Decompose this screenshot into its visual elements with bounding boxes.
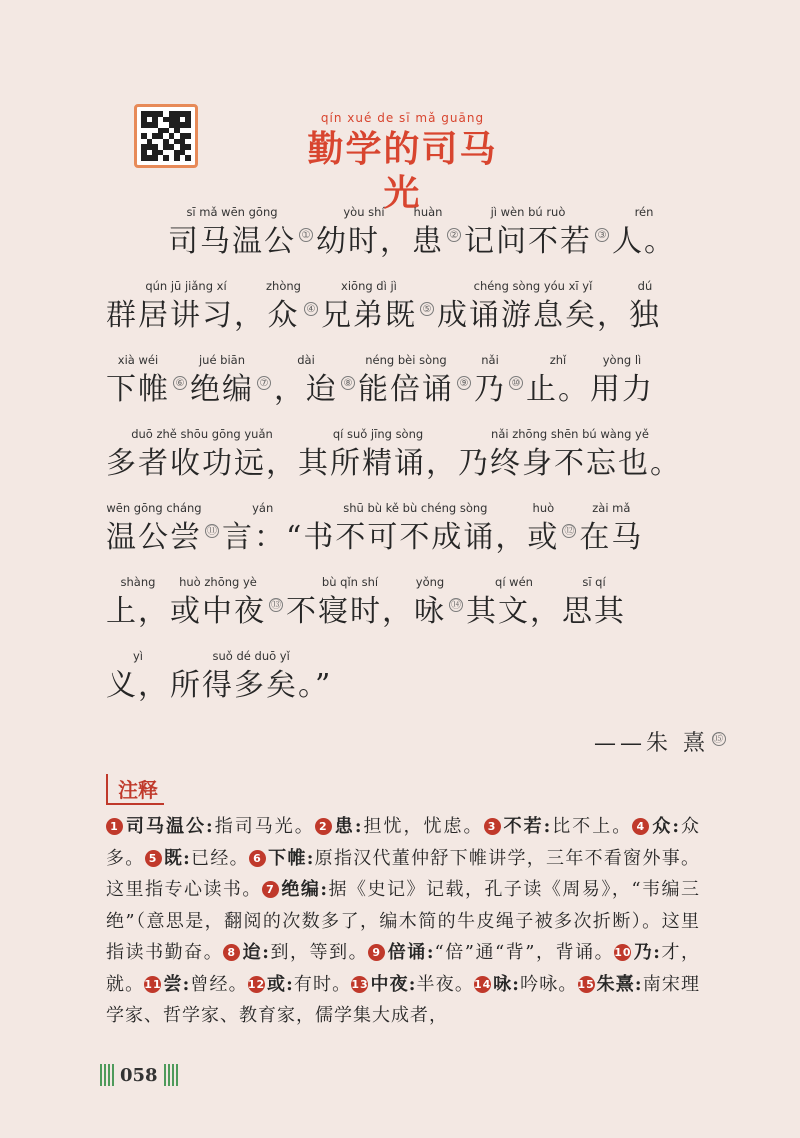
pinyin: jì wèn bú ruò xyxy=(490,205,566,219)
pinyin: dú xyxy=(637,279,653,293)
footer-stripes-left xyxy=(100,1064,114,1086)
note-definition: 比不上。 xyxy=(551,816,633,837)
note-term: 乃: xyxy=(633,942,661,963)
note-number-badge: 10 xyxy=(614,946,632,959)
note-definition: 指司马光。 xyxy=(213,816,315,837)
note-marker: ⑭ xyxy=(451,600,461,611)
note-definition: “倍”通“背”，背诵。 xyxy=(434,942,615,963)
text-segment xyxy=(464,204,592,264)
text-segment xyxy=(106,648,170,708)
note-definition: 有时。 xyxy=(293,973,352,995)
pinyin: nǎi zhōng shēn bú wàng yě xyxy=(491,427,649,441)
note-number-badge: 7 xyxy=(262,881,279,898)
note-term: 迨: xyxy=(242,942,270,963)
hanzi: 兄弟既 xyxy=(320,298,417,333)
note-definition: 原指汉代董仲舒下帷讲学，三年不看窗外事。这里指专心读书。 xyxy=(106,847,701,900)
hanzi: 记问不若 xyxy=(464,224,592,259)
pinyin: yǒng xyxy=(415,575,445,589)
note-term: 或: xyxy=(266,973,294,995)
note-term: 既: xyxy=(163,847,191,869)
text-segment xyxy=(298,426,458,486)
text-segment xyxy=(106,574,170,634)
hanzi: 其文， xyxy=(466,594,562,629)
hanzi: 上， xyxy=(106,594,170,629)
text-line xyxy=(106,412,706,486)
hanzi: 众 xyxy=(267,298,300,333)
qr-code-icon[interactable] xyxy=(134,104,198,168)
text-line xyxy=(106,486,706,560)
text-segment xyxy=(590,352,654,412)
note-term: 下帷: xyxy=(267,847,315,869)
note-number-badge: 4 xyxy=(632,818,649,835)
pinyin: suǒ dé duō yǐ xyxy=(212,649,290,663)
hanzi: 乃终身不忘也。 xyxy=(458,446,682,481)
text-segment xyxy=(303,500,527,560)
pinyin: qí suǒ jīng sòng xyxy=(332,427,424,441)
text-segment xyxy=(612,204,676,264)
page-title: 勤学的司马光 xyxy=(307,128,498,214)
text-line xyxy=(106,634,706,708)
text-segment xyxy=(527,500,559,560)
hanzi: 咏 xyxy=(414,594,446,629)
author-line xyxy=(594,726,729,757)
hanzi: 止。 xyxy=(526,372,590,407)
pinyin: chéng sòng yóu xī yǐ xyxy=(473,279,593,293)
hanzi: 群居讲习， xyxy=(106,298,266,333)
hanzi: 人。 xyxy=(612,224,676,259)
note-term: 不若: xyxy=(502,816,552,837)
note-term: 司马温公: xyxy=(125,816,214,837)
note-definition: 吟咏。 xyxy=(519,973,578,995)
pinyin: nǎi xyxy=(481,353,499,367)
pinyin: sī mǎ wēn gōng xyxy=(186,205,278,219)
note-number-badge: 8 xyxy=(223,944,240,961)
note-marker: ⑫ xyxy=(564,526,575,537)
pinyin: yán xyxy=(252,501,274,515)
text-segment xyxy=(629,278,661,338)
text-segment xyxy=(358,352,454,412)
text-segment xyxy=(170,574,266,634)
pinyin: dài xyxy=(297,353,315,367)
note-marker: ⑥ xyxy=(173,376,187,390)
note-marker: ⑪ xyxy=(207,526,217,537)
text-segment xyxy=(266,278,301,338)
pinyin: xià wéi xyxy=(117,353,159,367)
text-segment xyxy=(474,352,506,412)
note-term: 朱熹: xyxy=(596,973,643,995)
hanzi: 能倍诵 xyxy=(358,372,454,407)
hanzi: 用力 xyxy=(590,372,654,407)
text-segment xyxy=(286,574,414,634)
pinyin: rén xyxy=(634,205,654,219)
pinyin: duō zhě shōu gōng yuǎn xyxy=(131,427,273,441)
page-footer xyxy=(100,1064,178,1086)
hanzi: 不寝时， xyxy=(286,594,414,629)
text-line xyxy=(106,338,706,412)
pinyin: zhǐ xyxy=(549,353,567,367)
note-number-badge: 15 xyxy=(577,977,595,991)
footer-stripes-right xyxy=(164,1064,178,1086)
hanzi: 书不可不成诵， xyxy=(303,520,528,555)
text-segment xyxy=(321,278,417,338)
hanzi: 义， xyxy=(106,668,170,703)
note-marker: ⑬ xyxy=(271,600,281,611)
note-marker: ⑩ xyxy=(509,376,523,390)
hanzi: 或中夜 xyxy=(170,594,266,629)
note-number-badge: 14 xyxy=(473,977,492,991)
notes-body xyxy=(106,811,700,1032)
text-segment xyxy=(466,574,562,634)
pinyin: zài mǎ xyxy=(592,501,631,515)
hanzi: 独 xyxy=(628,298,661,333)
pinyin: yòng lì xyxy=(602,353,642,367)
hanzi: 或 xyxy=(527,520,560,555)
note-term: 众: xyxy=(651,816,680,837)
pinyin: qí wén xyxy=(495,575,533,589)
note-marker: ⑤ xyxy=(420,302,434,316)
note-marker: ① xyxy=(299,228,313,242)
author-name: ——朱 熹 xyxy=(594,731,709,756)
hanzi: 幼时， xyxy=(316,224,412,259)
text-segment xyxy=(316,204,412,264)
note-definition: 众多。 xyxy=(106,816,700,869)
note-term: 中夜: xyxy=(370,973,417,995)
note-number-badge: 12 xyxy=(247,977,266,991)
note-term: 咏: xyxy=(492,973,520,995)
note-number-badge: 3 xyxy=(484,818,501,835)
note-definition: 才，就。 xyxy=(106,942,701,995)
note-term: 尝: xyxy=(163,973,191,995)
hanzi: 温公尝 xyxy=(106,520,202,555)
note-number-badge: 5 xyxy=(145,850,162,867)
note-definition: 担忧，忧虑。 xyxy=(362,816,484,837)
hanzi: 多者收功远， xyxy=(106,446,298,481)
hanzi: 成诵游息矣， xyxy=(436,298,629,333)
note-term: 患: xyxy=(333,816,363,837)
note-marker: ② xyxy=(447,228,461,242)
hanzi: 患 xyxy=(412,224,444,259)
note-number-badge: 9 xyxy=(368,944,385,961)
note-number-badge: 1 xyxy=(106,818,123,835)
pinyin: zhòng xyxy=(266,279,301,293)
note-definition: 到，等到。 xyxy=(269,942,369,963)
text-segment xyxy=(106,278,266,338)
text-segment xyxy=(526,352,590,412)
pinyin: shàng xyxy=(120,575,156,589)
hanzi: 言：“ xyxy=(222,520,304,555)
note-number-badge: 6 xyxy=(249,850,266,867)
pinyin: jué biān xyxy=(198,353,246,367)
pinyin: sī qí xyxy=(582,575,606,589)
pinyin: huàn xyxy=(413,205,443,219)
pinyin: xiōng dì jì xyxy=(341,279,397,293)
notes-heading: 注释 xyxy=(106,774,164,805)
pinyin: shū bù kě bù chéng sòng xyxy=(343,501,488,515)
note-term: 绝编: xyxy=(280,879,329,900)
text-segment xyxy=(579,500,643,560)
text-segment xyxy=(458,426,682,486)
text-segment xyxy=(437,278,629,338)
text-segment xyxy=(562,574,626,634)
text-line xyxy=(106,190,706,264)
note-definition: 已经。 xyxy=(190,847,249,869)
text-segment xyxy=(274,352,338,412)
note-definition: 据《史记》记载，孔子读《周易》，“韦编三绝”（意思是，翻阅的次数多了，编木简的牛皮绳子被多次折断）。这里指读书勤奋。 xyxy=(106,879,701,963)
hanzi: 思其 xyxy=(562,594,626,629)
note-definition: 曾经。 xyxy=(190,973,248,995)
text-segment xyxy=(412,204,444,264)
text-line xyxy=(106,560,706,634)
text-segment xyxy=(190,352,254,412)
note-number-badge: 13 xyxy=(351,977,369,991)
pinyin: huò xyxy=(532,501,555,515)
title-pinyin: qín xué de sī mǎ guāng xyxy=(320,111,485,125)
pinyin: huò zhōng yè xyxy=(179,575,257,589)
hanzi: 司马温公 xyxy=(168,224,296,259)
hanzi: 所得多矣。” xyxy=(170,668,333,703)
note-marker: ⑦ xyxy=(257,376,271,390)
text-segment xyxy=(414,574,446,634)
note-number-badge: 2 xyxy=(315,818,332,835)
text-segment xyxy=(168,204,296,264)
note-marker: ④ xyxy=(304,302,318,316)
hanzi: 其所精诵， xyxy=(298,446,458,481)
text-segment xyxy=(170,648,332,708)
author-note-marker: ⑮ xyxy=(713,733,727,745)
pinyin: wēn gōng cháng xyxy=(106,501,202,515)
pinyin: néng bèi sòng xyxy=(365,353,447,367)
note-term: 倍诵: xyxy=(387,942,435,963)
pinyin: yì xyxy=(132,649,143,663)
text-segment xyxy=(106,500,202,560)
note-number-badge: 11 xyxy=(144,977,162,991)
text-segment xyxy=(222,500,303,560)
note-marker: ⑧ xyxy=(341,376,355,390)
note-marker: ③ xyxy=(595,228,609,242)
hanzi: 在马 xyxy=(579,520,644,555)
note-definition: 南宋理学家、哲学家、教育家，儒学集大成者， xyxy=(106,973,701,1026)
text-segment xyxy=(106,352,170,412)
pinyin: yòu shí xyxy=(343,205,385,219)
pinyin: bù qǐn shí xyxy=(321,575,379,589)
pinyin: qún jū jiǎng xí xyxy=(145,279,227,293)
text-segment xyxy=(106,426,298,486)
hanzi: ，迨 xyxy=(274,372,338,407)
hanzi: 下帷 xyxy=(106,372,170,407)
note-marker: ⑨ xyxy=(457,376,471,390)
classical-text xyxy=(106,190,706,708)
page-number: 058 xyxy=(120,1064,158,1086)
hanzi: 绝编 xyxy=(190,372,254,407)
hanzi: 乃 xyxy=(474,372,506,407)
note-definition: 半夜。 xyxy=(416,973,474,995)
text-line xyxy=(106,264,706,338)
